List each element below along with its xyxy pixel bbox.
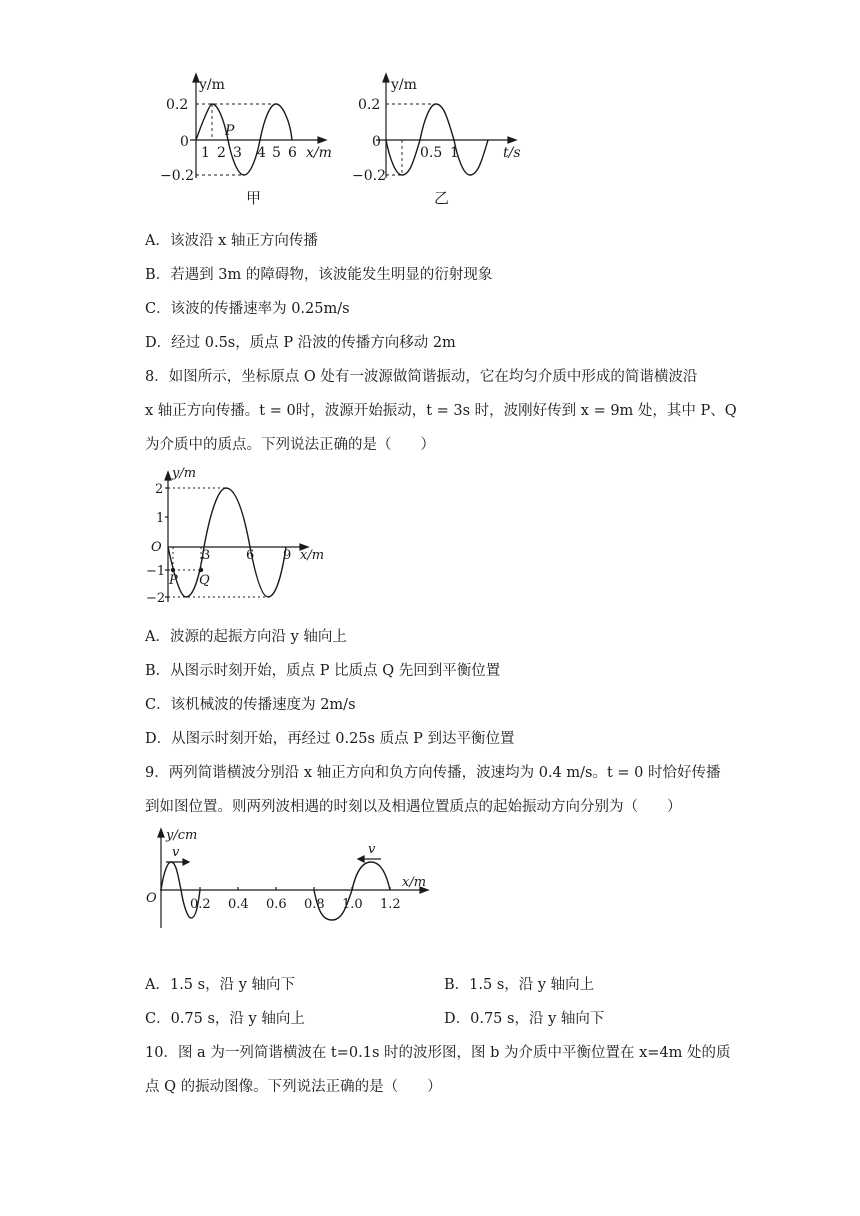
q7-option-a: A．该波沿 x 轴正方向传播: [145, 233, 318, 249]
jia-tick-x-0: 1: [201, 145, 210, 161]
q9-tick-x-5: 1.2: [380, 897, 401, 912]
yi-x-label: t/s: [503, 145, 521, 161]
q8-point-q: Q: [199, 573, 210, 588]
jia-tick-x-5: 6: [288, 145, 297, 161]
q8-origin: O: [151, 540, 162, 555]
q8-stem-line-3: 为介质中的质点。下列说法正确的是（ ）: [145, 437, 435, 453]
jia-tick-y-1: 0: [180, 134, 189, 150]
q10-stem-line-2: 点 Q 的振动图像。下列说法正确的是（ ）: [145, 1079, 442, 1095]
q8-tick-x-0: 3: [202, 548, 211, 563]
yi-caption: 乙: [434, 189, 450, 207]
q8-option-b: B．从图示时刻开始，质点 P 比质点 Q 先回到平衡位置: [145, 663, 501, 679]
jia-x-label: x/m: [306, 145, 332, 161]
q9-y-label: y/cm: [166, 828, 198, 843]
q8-tick-y-3: −2: [146, 591, 166, 606]
q8-option-a: A．波源的起振方向沿 y 轴向上: [145, 629, 347, 645]
yi-tick-y-0: 0.2: [358, 97, 381, 113]
figure-q9-two-waves: [140, 822, 440, 934]
q9-tick-x-1: 0.4: [228, 897, 249, 912]
figure-q8-wave-graph: [145, 462, 335, 610]
yi-y-label: y/m: [391, 77, 417, 93]
q9-tick-x-2: 0.6: [266, 897, 287, 912]
q8-tick-x-2: 9: [283, 548, 292, 563]
jia-caption: 甲: [246, 189, 262, 207]
jia-tick-x-4: 5: [272, 145, 281, 161]
q8-stem-line-1: 8．如图所示，坐标原点 O 处有一波源做简谐振动，它在均匀介质中形成的简谐横波沿: [145, 369, 698, 385]
q9-tick-x-4: 1.0: [342, 897, 363, 912]
q8-y-label: y/m: [172, 466, 197, 481]
q9-stem-line-1: 9．两列简谐横波分别沿 x 轴正方向和负方向传播，波速均为 0.4 m/s。t = 0 时恰好传播: [145, 765, 721, 781]
jia-tick-y-0: 0.2: [166, 97, 189, 113]
q9-velocity-left: v: [172, 845, 180, 860]
q9-option-a: A．1.5 s，沿 y 轴向下: [145, 977, 295, 993]
jia-tick-x-1: 2: [217, 145, 226, 161]
yi-tick-y-2: −0.2: [352, 168, 386, 184]
q10-stem-line-1: 10．图 a 为一列简谐横波在 t=0.1s 时的波形图，图 b 为介质中平衡位置在 x=4m 处的质: [145, 1045, 731, 1061]
q9-x-label: x/m: [402, 875, 427, 890]
q7-option-c: C．该波的传播速率为 0.25m/s: [145, 301, 350, 317]
jia-point-p: P: [225, 123, 235, 139]
jia-tick-y-2: −0.2: [160, 168, 194, 184]
q8-tick-y-0: 2: [155, 482, 164, 497]
yi-tick-x-0: 0.5: [420, 145, 443, 161]
q9-option-c: C．0.75 s，沿 y 轴向上: [145, 1011, 305, 1027]
q9-stem-line-2: 到如图位置。则两列波相遇的时刻以及相遇位置质点的起始振动方向分别为（ ）: [145, 799, 682, 815]
q9-velocity-right: v: [368, 842, 376, 857]
q8-x-label: x/m: [300, 548, 325, 563]
q8-stem-line-2: x 轴正方向传播。t = 0时，波源开始振动，t = 3s 时，波刚好传到 x = 9m 处，其中 P、Q: [145, 403, 737, 419]
q8-tick-y-2: −1: [146, 564, 166, 579]
q8-option-c: C．该机械波的传播速度为 2m/s: [145, 697, 356, 713]
q8-tick-x-1: 6: [246, 548, 255, 563]
q9-option-b: B．1.5 s，沿 y 轴向上: [444, 977, 595, 993]
yi-tick-x-1: 1: [450, 145, 459, 161]
q7-option-d: D．经过 0.5s，质点 P 沿波的传播方向移动 2m: [145, 335, 456, 351]
q8-option-d: D．从图示时刻开始，再经过 0.25s 质点 P 到达平衡位置: [145, 731, 515, 747]
q9-tick-x-0: 0.2: [190, 897, 211, 912]
q7-option-b: B．若遇到 3m 的障碍物，该波能发生明显的衍射现象: [145, 267, 493, 283]
q9-option-d: D．0.75 s，沿 y 轴向下: [444, 1011, 605, 1027]
q8-tick-y-1: 1: [156, 511, 165, 526]
yi-tick-y-1: 0: [372, 134, 381, 150]
figure-yi-vibration-graph: [350, 70, 530, 210]
q8-point-p: P: [169, 573, 178, 588]
q9-origin: O: [146, 891, 157, 906]
jia-y-label: y/m: [199, 77, 225, 93]
figure-jia-wave-graph: [160, 70, 350, 210]
q9-tick-x-3: 0.8: [304, 897, 325, 912]
jia-tick-x-2: 3: [233, 145, 242, 161]
jia-tick-x-3: 4: [257, 145, 266, 161]
